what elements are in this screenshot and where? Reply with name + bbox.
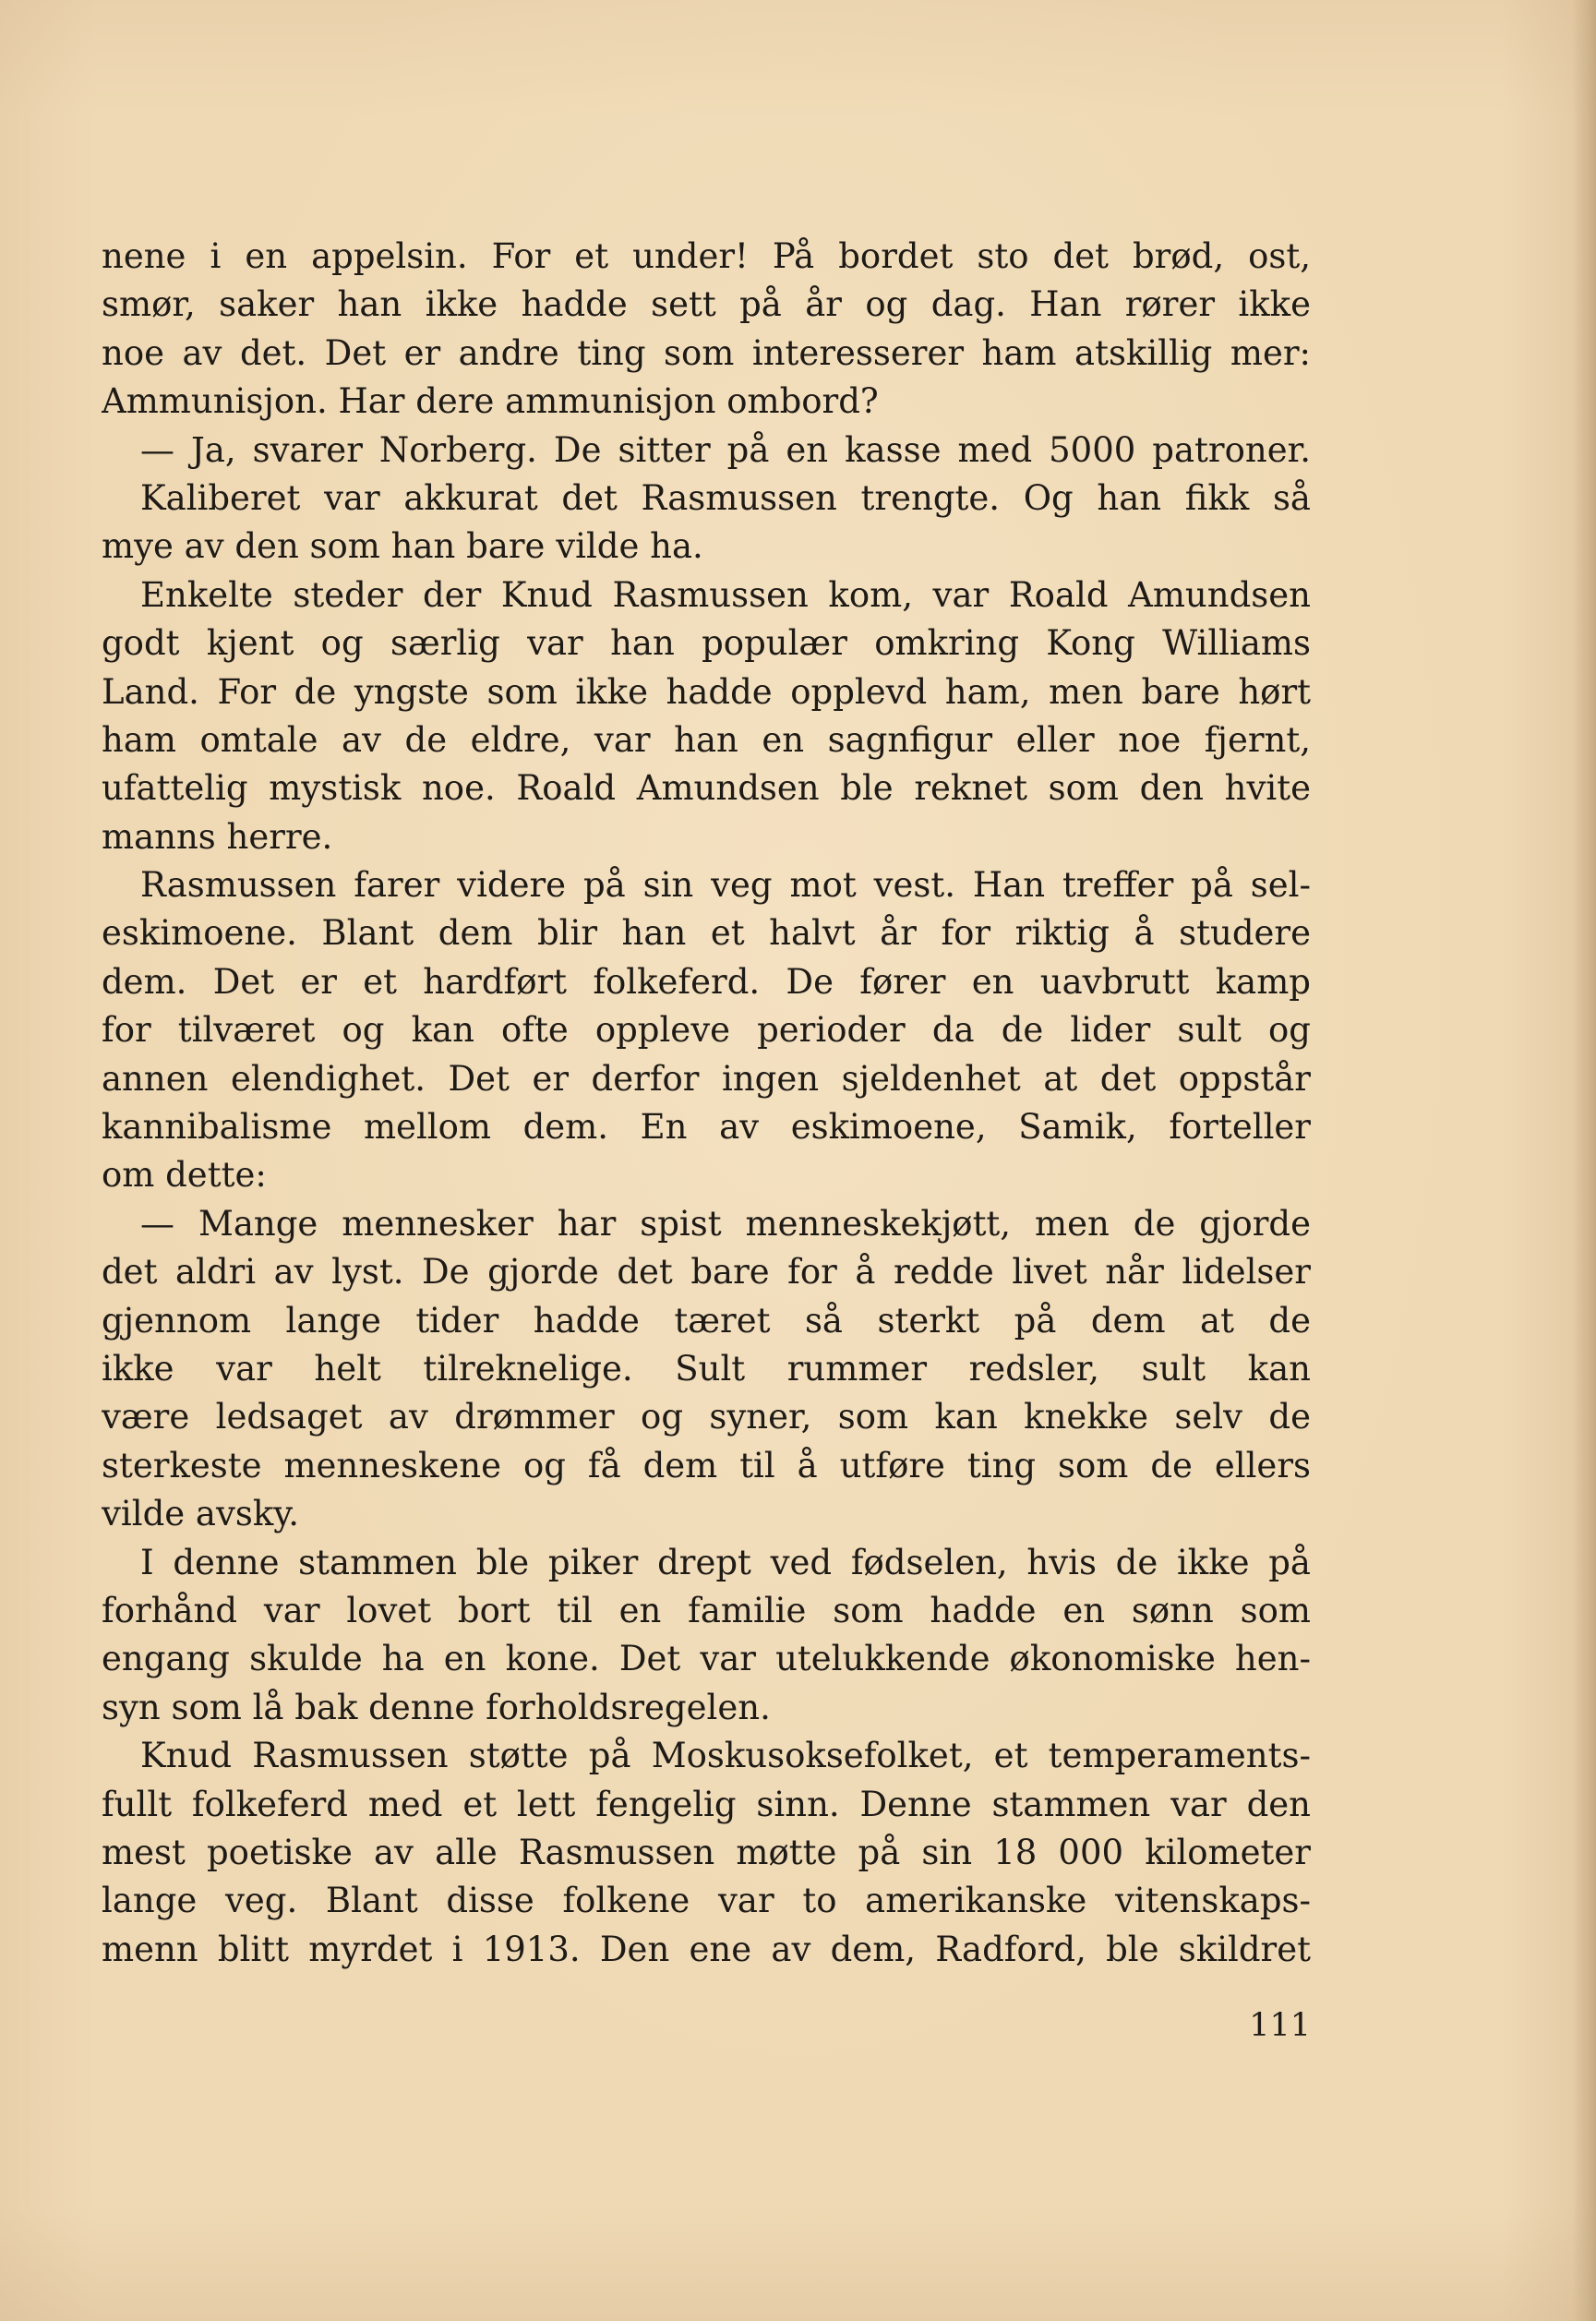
text-line: Kaliberet var akkurat det Rasmussen trengte. Og han fikk så (140, 477, 1311, 518)
text-line: mye av den som han bare vilde ha. (102, 526, 703, 567)
text-line: sterkeste menneskene og få dem til å utføre ting som de ellers (102, 1445, 1311, 1485)
text-line: annen elendighet. Det er derfor ingen sjeldenhet at det oppstår (102, 1058, 1311, 1099)
text-line: Land. For de yngste som ikke hadde opplevd ham, men bare hørt (102, 671, 1311, 712)
text-line: det aldri av lyst. De gjorde det bare for å redde livet når lidelser (102, 1252, 1311, 1293)
text-line: være ledsaget av drømmer og syner, som kan knekke selv de (102, 1397, 1311, 1437)
text-line: lange veg. Blant disse folkene var to amerikanske vitenskaps- (102, 1881, 1311, 1921)
text-line: — Mange mennesker har spist menneskekjøtt, men de gjorde (140, 1203, 1311, 1244)
text-line: menn blitt myrdet i 1913. Den ene av dem, Radford, ble skildret (102, 1929, 1311, 1969)
text-line: om dette: (102, 1155, 267, 1196)
text-line: ham omtale av de eldre, var han en sagnfigur eller noe fjernt, (102, 719, 1311, 760)
text-line: Knud Rasmussen støtte på Moskusoksefolket, et temperaments- (140, 1736, 1311, 1776)
text-line: vilde avsky. (102, 1494, 300, 1534)
text-line: I denne stammen ble piker drept ved fødselen, hvis de ikke på (140, 1542, 1311, 1582)
text-line: fullt folkeferd med et lett fengelig sinn. Denne stammen var den (102, 1784, 1311, 1824)
text-line: syn som lå bak denne forholdsregelen. (102, 1687, 771, 1727)
text-line: ufattelig mystisk noe. Roald Amundsen ble reknet som den hvite (102, 768, 1311, 809)
page-edge-shadow (1572, 0, 1596, 2321)
text-line: Ammunisjon. Har dere ammunisjon ombord? (102, 381, 879, 422)
text-line: manns herre. (102, 816, 333, 857)
text-line: mest poetiske av alle Rasmussen møtte på sin 18 000 kilometer (102, 1832, 1311, 1872)
text-line: Rasmussen farer videre på sin veg mot vest. Han treffer på sel- (140, 865, 1311, 906)
text-line: forhånd var lovet bort til en familie som hadde en sønn som (102, 1590, 1311, 1630)
text-line: kannibalisme mellom dem. En av eskimoene, Samik, forteller (102, 1107, 1311, 1148)
text-line: — Ja, svarer Norberg. De sitter på en kasse med 5000 patroner. (140, 429, 1311, 470)
text-line: noe av det. Det er andre ting som interesserer ham atskillig mer: (102, 332, 1311, 373)
text-line: smør, saker han ikke hadde sett på år og dag. Han rører ikke (102, 284, 1311, 325)
text-line: engang skulde ha en kone. Det var utelukkende økonomiske hen- (102, 1639, 1311, 1679)
text-line: for tilværet og kan ofte oppleve perioder da de lider sult og (102, 1010, 1311, 1051)
text-line: godt kjent og særlig var han populær omkring Kong Williams (102, 623, 1311, 664)
text-line: dem. Det er et hardført folkeferd. De fører en uavbrutt kamp (102, 961, 1311, 1002)
text-line: eskimoene. Blant dem blir han et halvt år for riktig å studere (102, 913, 1311, 954)
text-line: ikke var helt tilreknelige. Sult rummer redsler, sult kan (102, 1348, 1311, 1389)
body-text (102, 233, 1311, 1974)
text-line: nene i en appelsin. For et under! På bordet sto det brød, ost, (102, 236, 1311, 276)
text-line: Enkelte steder der Knud Rasmussen kom, var Roald Amundsen (140, 574, 1311, 615)
text-line: gjennom lange tider hadde tæret så sterkt på dem at de (102, 1300, 1311, 1341)
page-number: 111 (1249, 2007, 1311, 2044)
